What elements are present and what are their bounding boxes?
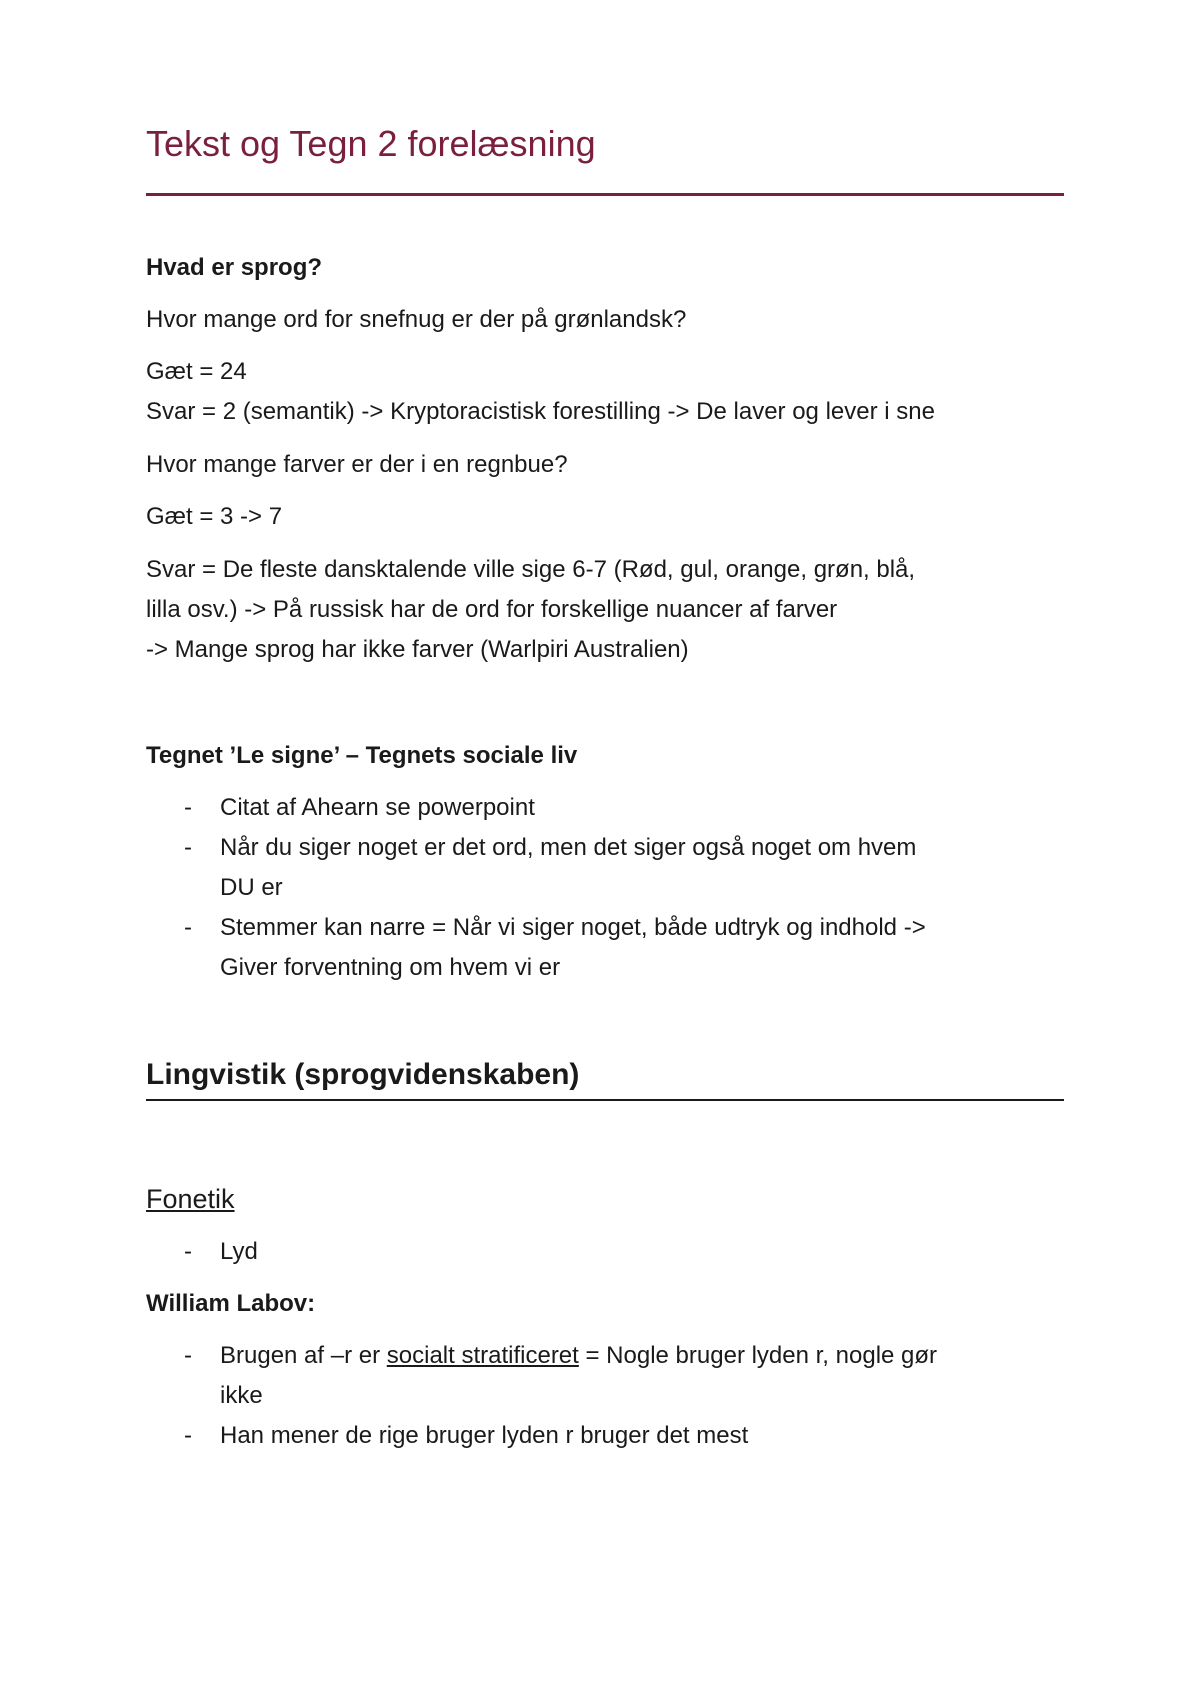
- bullet-marker: -: [184, 1238, 192, 1265]
- list-item-continuation: ikke: [220, 1382, 263, 1409]
- list-item: Når du siger noget er det ord, men det siger også noget om hvem: [220, 834, 917, 861]
- heading-william-labov: William Labov:: [146, 1290, 316, 1317]
- section-heading-hvad-er-sprog: Hvad er sprog?: [146, 254, 323, 281]
- title-divider: [146, 193, 1064, 196]
- bullet-marker: -: [184, 794, 192, 821]
- question-regnbue: Hvor mange farver er der i en regnbue?: [146, 451, 568, 478]
- list-item-text: = Nogle bruger lyden r, nogle gør: [578, 1342, 938, 1369]
- bullet-marker: -: [184, 834, 192, 861]
- guess-regnbue: Gæt = 3 -> 7: [146, 503, 283, 530]
- list-item: Citat af Ahearn se powerpoint: [220, 794, 535, 821]
- answer-snefnug: Svar = 2 (semantik) -> Kryptoracistisk forestilling -> De laver og lever i sne: [146, 398, 935, 425]
- underlined-term: socialt stratificeret: [386, 1342, 579, 1369]
- bullet-marker: -: [184, 914, 192, 941]
- bullet-marker: -: [184, 1422, 192, 1449]
- section-heading-lingvistik: Lingvistik (sprogvidenskaben): [146, 1058, 580, 1091]
- lingvistik-divider: [146, 1099, 1064, 1101]
- section-heading-tegnet: Tegnet ’Le signe’ – Tegnets sociale liv: [146, 742, 578, 769]
- answer-regnbue-line: lilla osv.) -> På russisk har de ord for forskellige nuancer af farver: [146, 596, 838, 623]
- list-item: Han mener de rige bruger lyden r bruger det mest: [220, 1422, 749, 1449]
- answer-regnbue-line: Svar = De fleste dansktalende ville sige 6-7 (Rød, gul, orange, grøn, blå,: [146, 556, 916, 583]
- list-item-text: Brugen af –r er: [220, 1342, 387, 1369]
- list-item: Lyd: [220, 1238, 258, 1265]
- subheading-fonetik: Fonetik: [146, 1184, 235, 1214]
- list-item-continuation: DU er: [220, 874, 283, 901]
- question-snefnug: Hvor mange ord for snefnug er der på grønlandsk?: [146, 306, 687, 333]
- list-item: [220, 1340, 937, 1372]
- answer-regnbue-line: -> Mange sprog har ikke farver (Warlpiri Australien): [146, 636, 689, 663]
- guess-snefnug: Gæt = 24: [146, 358, 247, 385]
- document-title: Tekst og Tegn 2 forelæsning: [146, 123, 596, 164]
- list-item-continuation: Giver forventning om hvem vi er: [220, 954, 561, 981]
- list-item: Stemmer kan narre = Når vi siger noget, både udtryk og indhold ->: [220, 914, 926, 941]
- bullet-marker: -: [184, 1342, 192, 1369]
